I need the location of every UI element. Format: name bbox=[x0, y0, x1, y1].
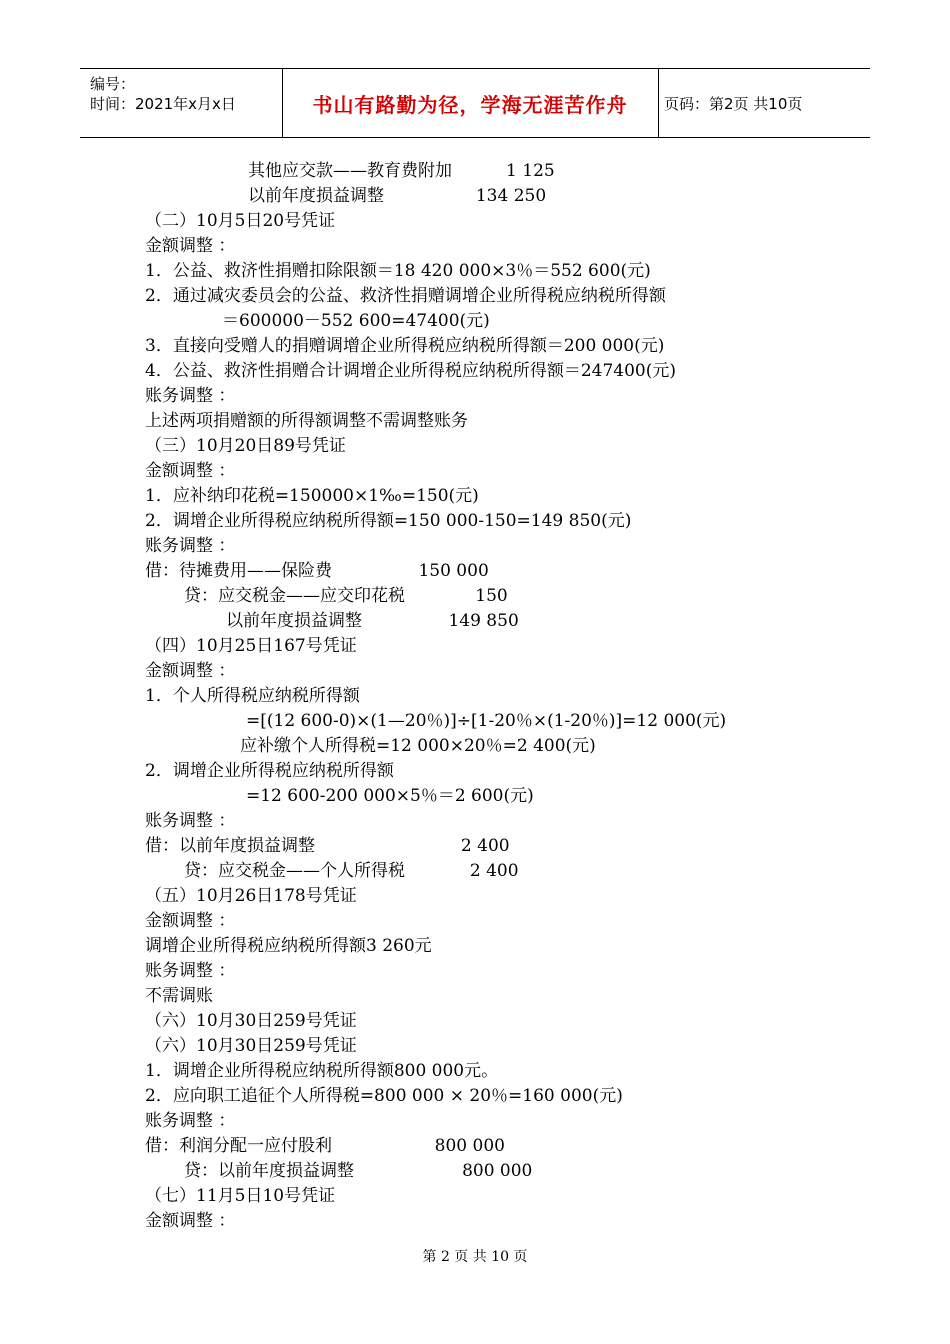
text-line: 1．调增企业所得税应纳税所得额800 000元。 bbox=[145, 1061, 499, 1081]
text-line: =[(12 600-0)×(1—20％)]÷[1-20％×(1-20％)]=12 000(元) bbox=[246, 711, 727, 731]
journal-entry-debit: 借：利润分配一应付股利 800 000 bbox=[145, 1136, 505, 1156]
header-motto: 书山有路勤为径，学海无涯苦作舟 bbox=[312, 92, 628, 117]
text-line: 2．通过减灾委员会的公益、救济性捐赠调增企业所得税应纳税所得额 bbox=[145, 286, 666, 306]
text-line: 金额调整 ： bbox=[145, 661, 236, 681]
journal-entry-credit: 贷：应交税金——应交印花税 150 bbox=[184, 586, 508, 606]
document-date-label: 时间：2021年x月x日 bbox=[90, 95, 236, 113]
header-page-number: 页码：第2页 共10页 bbox=[664, 94, 803, 113]
journal-entry-debit: 借：以前年度损益调整 2 400 bbox=[145, 836, 510, 856]
section-heading: （五）10月26日178号凭证 bbox=[145, 886, 357, 906]
text-line: 2．调增企业所得税应纳税所得额 bbox=[145, 761, 394, 781]
journal-entry-credit: 贷：以前年度损益调整 800 000 bbox=[184, 1161, 533, 1181]
journal-entry-debit: 借：待摊费用——保险费 150 000 bbox=[145, 561, 489, 581]
text-line: 其他应交款——教育费附加 1 125 bbox=[248, 161, 555, 181]
section-heading: （二）10月5日20号凭证 bbox=[145, 211, 336, 231]
section-heading: （三）10月20日89号凭证 bbox=[145, 436, 346, 456]
text-line: 调增企业所得税应纳税所得额3 260元 bbox=[145, 936, 432, 956]
text-line: 金额调整 ： bbox=[145, 461, 236, 481]
text-line: 账务调整 ： bbox=[145, 811, 236, 831]
text-line: 金额调整 ： bbox=[145, 911, 236, 931]
text-line: 1．应补纳印花税=150000×1‰=150(元) bbox=[145, 486, 479, 506]
section-heading: （七）11月5日10号凭证 bbox=[145, 1186, 336, 1206]
header-left-cell bbox=[80, 69, 283, 137]
text-line: 4．公益、救济性捐赠合计调增企业所得税应纳税所得额＝247400(元) bbox=[145, 361, 676, 381]
text-line: 1．公益、救济性捐赠扣除限额＝18 420 000×3％＝552 600(元) bbox=[145, 261, 651, 281]
text-line: 上述两项捐赠额的所得额调整不需调整账务 bbox=[145, 411, 468, 431]
text-line: 应补缴个人所得税=12 000×20％=2 400(元) bbox=[240, 736, 596, 756]
text-line: 金额调整 ： bbox=[145, 236, 236, 256]
text-line: 金额调整 ： bbox=[145, 1211, 236, 1231]
text-line: 不需调账 bbox=[145, 986, 213, 1006]
section-heading: （四）10月25日167号凭证 bbox=[145, 636, 357, 656]
section-heading: （六）10月30日259号凭证 bbox=[145, 1011, 357, 1031]
text-line: 2．应向职工追征个人所得税=800 000 × 20％=160 000(元) bbox=[145, 1086, 623, 1106]
text-line: 账务调整 ： bbox=[145, 386, 236, 406]
document-number-label: 编号： bbox=[90, 75, 136, 93]
page-footer: 第 2 页 共 10 页 bbox=[422, 1249, 528, 1265]
text-line: =12 600-200 000×5％＝2 600(元) bbox=[246, 786, 534, 806]
text-line: 3．直接向受赠人的捐赠调增企业所得税应纳税所得额＝200 000(元) bbox=[145, 336, 665, 356]
text-line: 以前年度损益调整 134 250 bbox=[248, 186, 547, 206]
journal-entry-credit: 以前年度损益调整 149 850 bbox=[226, 611, 519, 631]
text-line: 账务调整 ： bbox=[145, 961, 236, 981]
journal-entry-credit: 贷：应交税金——个人所得税 2 400 bbox=[184, 861, 519, 881]
text-line: 账务调整 ： bbox=[145, 1111, 236, 1131]
text-line: 1．个人所得税应纳税所得额 bbox=[145, 686, 360, 706]
header-page-cell bbox=[658, 69, 870, 137]
page-header bbox=[80, 68, 870, 138]
text-line: 账务调整 ： bbox=[145, 536, 236, 556]
header-motto-cell bbox=[282, 69, 659, 137]
text-line: 2．调增企业所得税应纳税所得额=150 000-150=149 850(元) bbox=[145, 511, 632, 531]
text-line: ＝600000－552 600=47400(元) bbox=[222, 311, 490, 331]
section-heading: （六）10月30日259号凭证 bbox=[145, 1036, 357, 1056]
